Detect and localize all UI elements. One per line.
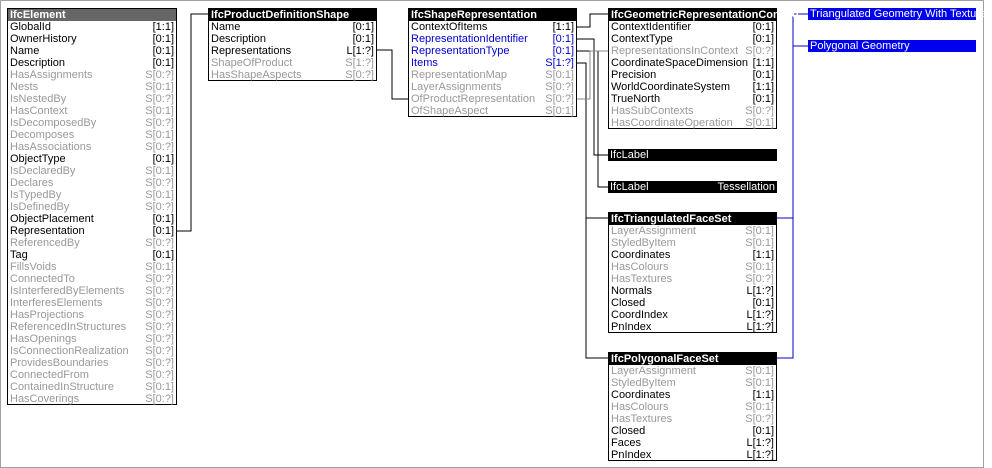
- attribute-cardinality: [0:1]: [152, 225, 174, 237]
- attribute-row[interactable]: [8, 393, 176, 405]
- attribute-name: LayerAssignment: [611, 365, 696, 377]
- attribute-row[interactable]: [209, 69, 376, 81]
- entity-title: IfcElement: [8, 9, 176, 21]
- attribute-name: HasAssignments: [10, 69, 93, 81]
- attribute-cardinality: S[0:1]: [745, 261, 774, 273]
- attribute-cardinality: L[1:?]: [746, 309, 774, 321]
- attribute-cardinality: S[0:?]: [145, 93, 174, 105]
- attribute-name: RepresentationIdentifier: [411, 33, 528, 45]
- attribute-cardinality: S[0:?]: [145, 345, 174, 357]
- attribute-cardinality: S[1:?]: [345, 57, 374, 69]
- attribute-row[interactable]: [8, 165, 176, 177]
- attribute-cardinality: [0:1]: [152, 153, 174, 165]
- attribute-cardinality: L[1:?]: [346, 45, 374, 57]
- attribute-row[interactable]: [8, 189, 176, 201]
- attribute-cardinality: [0:1]: [552, 33, 574, 45]
- attribute-row[interactable]: [609, 249, 776, 261]
- attribute-row[interactable]: [8, 273, 176, 285]
- connector-items-triangulated: [577, 63, 608, 218]
- attribute-cardinality: S[0:1]: [745, 377, 774, 389]
- attribute-cardinality: [1:1]: [152, 21, 174, 33]
- attribute-name: LayerAssignments: [411, 81, 502, 93]
- attribute-name: HasTextures: [611, 273, 673, 285]
- attribute-cardinality: S[0:?]: [745, 273, 774, 285]
- attribute-row[interactable]: [609, 377, 776, 389]
- attribute-name: InterferesElements: [10, 297, 103, 309]
- attribute-cardinality: [1:1]: [752, 389, 774, 401]
- attribute-name: HasColours: [611, 261, 669, 273]
- attribute-cardinality: S[0:1]: [145, 81, 174, 93]
- attribute-row[interactable]: [8, 237, 176, 249]
- attribute-row[interactable]: [8, 33, 176, 45]
- attribute-cardinality: [0:1]: [752, 21, 774, 33]
- attribute-name: ObjectType: [10, 153, 66, 165]
- attribute-row[interactable]: [8, 297, 176, 309]
- attribute-name: OfProductRepresentation: [411, 93, 536, 105]
- attribute-cardinality: S[0:1]: [745, 225, 774, 237]
- attribute-list: [609, 365, 776, 461]
- attribute-row[interactable]: [8, 309, 176, 321]
- attribute-name: IsTypedBy: [10, 189, 62, 201]
- attribute-cardinality: S[0:1]: [745, 117, 774, 129]
- attribute-row[interactable]: [8, 213, 176, 225]
- attribute-row[interactable]: [8, 93, 176, 105]
- attribute-name: Declares: [10, 177, 54, 189]
- attribute-name: Representation: [10, 225, 85, 237]
- entity-title: IfcPolygonalFaceSet: [609, 353, 776, 365]
- attribute-name: Faces: [611, 437, 641, 449]
- connector-context-of-items: [577, 14, 608, 27]
- attribute-cardinality: S[0:1]: [145, 105, 174, 117]
- attribute-name: Coordinates: [611, 389, 671, 401]
- attribute-cardinality: [1:1]: [752, 249, 774, 261]
- attribute-name: Tag: [10, 249, 28, 261]
- attribute-list: [8, 21, 176, 405]
- attribute-cardinality: S[0:?]: [145, 393, 174, 405]
- entity-ifc-product-definition-shape[interactable]: [208, 8, 377, 81]
- attribute-name: ConnectedTo: [10, 273, 75, 285]
- attribute-cardinality: [0:1]: [752, 33, 774, 45]
- attribute-row[interactable]: [8, 321, 176, 333]
- attribute-cardinality: S[0:?]: [145, 177, 174, 189]
- attribute-row[interactable]: [209, 33, 376, 45]
- attribute-cardinality: [0:1]: [152, 57, 174, 69]
- attribute-row[interactable]: [609, 57, 776, 69]
- attribute-cardinality: S[0:?]: [145, 309, 174, 321]
- attribute-cardinality: S[0:?]: [545, 81, 574, 93]
- attribute-name: ShapeOfProduct: [211, 57, 293, 69]
- attribute-name: CoordIndex: [611, 309, 668, 321]
- attribute-name: Precision: [611, 69, 657, 81]
- entity-ifc-geometric-representation-context[interactable]: [608, 8, 800, 129]
- attribute-cardinality: S[0:?]: [145, 201, 174, 213]
- attribute-cardinality: S[0:1]: [545, 69, 574, 81]
- attribute-name: HasContext: [10, 105, 68, 117]
- attribute-cardinality: [0:1]: [152, 45, 174, 57]
- attribute-name: Nests: [10, 81, 39, 93]
- attribute-name: IsInterferedByElements: [10, 285, 125, 297]
- label-type: IfcLabel: [610, 181, 649, 193]
- attribute-name: ContainedInStructure: [10, 381, 114, 393]
- attribute-name: Coordinates: [611, 249, 671, 261]
- attribute-cardinality: S[0:1]: [745, 365, 774, 377]
- attribute-cardinality: [0:1]: [152, 213, 174, 225]
- attribute-row[interactable]: [8, 249, 176, 261]
- attribute-cardinality: [0:1]: [352, 33, 374, 45]
- attribute-name: ConnectedFrom: [10, 369, 89, 381]
- attribute-name: RepresentationsInContext: [611, 45, 739, 57]
- attribute-row[interactable]: [609, 117, 776, 129]
- attribute-row[interactable]: [8, 45, 176, 57]
- attribute-cardinality: S[0:1]: [145, 381, 174, 393]
- attribute-cardinality: S[0:?]: [745, 413, 774, 425]
- attribute-name: Name: [211, 21, 241, 33]
- attribute-cardinality: [0:1]: [552, 45, 574, 57]
- attribute-name: ReferencedInStructures: [10, 321, 127, 333]
- attribute-row[interactable]: [8, 369, 176, 381]
- attribute-name: HasShapeAspects: [211, 69, 302, 81]
- attribute-cardinality: S[0:?]: [145, 237, 174, 249]
- connector-representation-identifier: [577, 39, 608, 155]
- attribute-name: Description: [10, 57, 66, 69]
- attribute-name: HasOpenings: [10, 333, 77, 345]
- attribute-row[interactable]: [409, 81, 576, 93]
- attribute-row[interactable]: [8, 177, 176, 189]
- attribute-row[interactable]: [409, 21, 576, 33]
- attribute-name: ProvidesBoundaries: [10, 357, 109, 369]
- attribute-cardinality: [1:1]: [752, 81, 774, 93]
- attribute-cardinality: [0:1]: [352, 21, 374, 33]
- attribute-list: [209, 21, 376, 81]
- attribute-cardinality: [0:1]: [152, 33, 174, 45]
- attribute-cardinality: L[1:?]: [746, 321, 774, 333]
- attribute-row[interactable]: [609, 309, 776, 321]
- attribute-cardinality: S[0:1]: [545, 105, 574, 117]
- attribute-cardinality: [0:1]: [752, 297, 774, 309]
- attribute-row[interactable]: [209, 21, 376, 33]
- attribute-name: WorldCoordinateSystem: [611, 81, 731, 93]
- connector-representations-in-context: [577, 51, 608, 99]
- attribute-name: HasColours: [611, 401, 669, 413]
- attribute-row[interactable]: [609, 105, 776, 117]
- attribute-list: [409, 21, 576, 117]
- attribute-name: IsDefinedBy: [10, 201, 70, 213]
- attribute-cardinality: S[1:?]: [545, 57, 574, 69]
- attribute-name: IsNestedBy: [10, 93, 67, 105]
- attribute-name: PnIndex: [611, 449, 652, 461]
- attribute-name: ContextOfItems: [411, 21, 488, 33]
- attribute-row[interactable]: [8, 141, 176, 153]
- attribute-row[interactable]: [609, 45, 776, 57]
- attribute-name: HasProjections: [10, 309, 84, 321]
- attribute-row[interactable]: [609, 449, 776, 461]
- entity-ifc-polygonal-face-set[interactable]: [608, 352, 777, 461]
- attribute-cardinality: [0:1]: [752, 425, 774, 437]
- attribute-name: IsDeclaredBy: [10, 165, 76, 177]
- attribute-row[interactable]: [609, 69, 776, 81]
- attribute-row[interactable]: [409, 45, 576, 57]
- attribute-cardinality: L[1:?]: [746, 449, 774, 461]
- attribute-name: HasAssociations: [10, 141, 92, 153]
- attribute-name: TrueNorth: [611, 93, 661, 105]
- attribute-name: RepresentationType: [411, 45, 510, 57]
- attribute-cardinality: S[0:?]: [145, 297, 174, 309]
- attribute-row[interactable]: [8, 333, 176, 345]
- attribute-cardinality: S[0:?]: [145, 333, 174, 345]
- attribute-cardinality: S[0:1]: [145, 165, 174, 177]
- label-representation-type[interactable]: [608, 181, 777, 193]
- attribute-name: Name: [10, 45, 40, 57]
- attribute-row[interactable]: [609, 413, 776, 425]
- attribute-cardinality: L[1:?]: [746, 437, 774, 449]
- attribute-row[interactable]: [8, 81, 176, 93]
- entity-title: IfcProductDefinitionShape: [209, 9, 376, 21]
- label-value: Tessellation: [717, 181, 775, 193]
- attribute-name: RepresentationMap: [411, 69, 508, 81]
- attribute-name: OwnerHistory: [10, 33, 77, 45]
- entity-ifc-element[interactable]: [7, 8, 177, 405]
- entity-ifc-triangulated-face-set[interactable]: [608, 212, 777, 333]
- attribute-row[interactable]: [409, 33, 576, 45]
- attribute-row[interactable]: [409, 69, 576, 81]
- attribute-cardinality: S[0:?]: [745, 105, 774, 117]
- concept-triangulated-geometry[interactable]: Triangulated Geometry With Textures: [810, 8, 992, 20]
- attribute-cardinality: S[0:?]: [145, 357, 174, 369]
- attribute-row[interactable]: [8, 105, 176, 117]
- attribute-name: IsConnectionRealization: [10, 345, 129, 357]
- attribute-cardinality: S[0:?]: [145, 285, 174, 297]
- attribute-row[interactable]: [8, 153, 176, 165]
- attribute-name: ReferencedBy: [10, 237, 80, 249]
- attribute-row[interactable]: [609, 425, 776, 437]
- attribute-name: Closed: [611, 425, 646, 437]
- attribute-row[interactable]: [8, 261, 176, 273]
- attribute-name: Items: [411, 57, 438, 69]
- label-type: IfcLabel: [610, 149, 649, 161]
- attribute-name: HasCoverings: [10, 393, 80, 405]
- attribute-row[interactable]: [8, 57, 176, 69]
- attribute-row[interactable]: [609, 273, 776, 285]
- attribute-name: Decomposes: [10, 129, 75, 141]
- attribute-cardinality: S[0:?]: [145, 69, 174, 81]
- entity-ifc-shape-representation[interactable]: [408, 8, 577, 117]
- attribute-name: Closed: [611, 297, 646, 309]
- attribute-row[interactable]: [609, 285, 776, 297]
- concept-polygonal-geometry[interactable]: Polygonal Geometry: [808, 40, 976, 52]
- attribute-name: HasTextures: [611, 413, 673, 425]
- connector-representation: [177, 14, 208, 231]
- attribute-name: ContextIdentifier: [611, 21, 692, 33]
- attribute-name: LayerAssignment: [611, 225, 696, 237]
- attribute-row[interactable]: [8, 285, 176, 297]
- attribute-row[interactable]: [409, 93, 576, 105]
- attribute-row[interactable]: [8, 129, 176, 141]
- attribute-row[interactable]: [609, 261, 776, 273]
- attribute-name: PnIndex: [611, 321, 652, 333]
- attribute-row[interactable]: [8, 117, 176, 129]
- attribute-cardinality: S[0:?]: [545, 93, 574, 105]
- attribute-row[interactable]: [609, 237, 776, 249]
- attribute-name: Description: [211, 33, 267, 45]
- attribute-cardinality: [1:1]: [752, 57, 774, 69]
- attribute-name: FillsVoids: [10, 261, 57, 273]
- attribute-row[interactable]: [409, 105, 576, 117]
- attribute-name: ObjectPlacement: [10, 213, 94, 225]
- attribute-row[interactable]: [8, 357, 176, 369]
- attribute-cardinality: S[0:?]: [745, 45, 774, 57]
- attribute-row[interactable]: [609, 93, 776, 105]
- attribute-cardinality: [1:1]: [552, 21, 574, 33]
- attribute-cardinality: S[0:1]: [745, 401, 774, 413]
- attribute-row[interactable]: [609, 389, 776, 401]
- attribute-cardinality: S[0:?]: [145, 273, 174, 285]
- attribute-row[interactable]: [209, 57, 376, 69]
- attribute-row[interactable]: [8, 21, 176, 33]
- attribute-name: ContextType: [611, 33, 673, 45]
- attribute-list: [609, 225, 776, 333]
- label-representation-identifier[interactable]: [608, 149, 777, 161]
- entity-title: IfcGeometricRepresentationContext: [611, 9, 800, 21]
- attribute-name: IsDecomposedBy: [10, 117, 97, 129]
- attribute-cardinality: [0:1]: [152, 249, 174, 261]
- entity-title: IfcTriangulatedFaceSet: [609, 213, 776, 225]
- attribute-list: [609, 21, 776, 129]
- attribute-name: OfShapeAspect: [411, 105, 489, 117]
- attribute-row[interactable]: [8, 201, 176, 213]
- attribute-row[interactable]: [8, 69, 176, 81]
- attribute-row[interactable]: [609, 21, 776, 33]
- attribute-name: StyledByItem: [611, 377, 676, 389]
- attribute-row[interactable]: [609, 225, 776, 237]
- attribute-row[interactable]: [609, 297, 776, 309]
- attribute-row[interactable]: [8, 381, 176, 393]
- attribute-row[interactable]: [609, 81, 776, 93]
- entity-title: IfcShapeRepresentation: [409, 9, 576, 21]
- attribute-name: GlobalId: [10, 21, 51, 33]
- attribute-cardinality: S[0:1]: [145, 261, 174, 273]
- attribute-row[interactable]: [609, 33, 776, 45]
- attribute-row[interactable]: [609, 437, 776, 449]
- attribute-name: Normals: [611, 285, 652, 297]
- attribute-row[interactable]: [609, 401, 776, 413]
- concept-link-polygonal: [777, 46, 808, 358]
- attribute-row[interactable]: [8, 345, 176, 357]
- attribute-cardinality: S[0:?]: [345, 69, 374, 81]
- attribute-cardinality: S[0:1]: [745, 237, 774, 249]
- attribute-name: StyledByItem: [611, 237, 676, 249]
- attribute-row[interactable]: [609, 321, 776, 333]
- attribute-name: Representations: [211, 45, 292, 57]
- attribute-cardinality: L[1:?]: [746, 285, 774, 297]
- attribute-name: HasCoordinateOperation: [611, 117, 733, 129]
- attribute-cardinality: S[0:?]: [145, 117, 174, 129]
- attribute-name: HasSubContexts: [611, 105, 694, 117]
- connector-items-polygonal: [586, 218, 608, 358]
- attribute-cardinality: S[0:1]: [145, 189, 174, 201]
- attribute-cardinality: S[0:?]: [145, 321, 174, 333]
- attribute-row[interactable]: [8, 225, 176, 237]
- attribute-cardinality: S[0:?]: [145, 369, 174, 381]
- attribute-cardinality: S[0:1]: [145, 129, 174, 141]
- attribute-row[interactable]: [409, 57, 576, 69]
- attribute-cardinality: [0:1]: [752, 69, 774, 81]
- connector-representations: [377, 50, 408, 99]
- attribute-row[interactable]: [209, 45, 376, 57]
- connector-representation-type: [577, 51, 608, 187]
- attribute-name: CoordinateSpaceDimension: [611, 57, 748, 69]
- attribute-row[interactable]: [609, 365, 776, 377]
- attribute-cardinality: [0:1]: [752, 93, 774, 105]
- attribute-cardinality: S[0:?]: [145, 141, 174, 153]
